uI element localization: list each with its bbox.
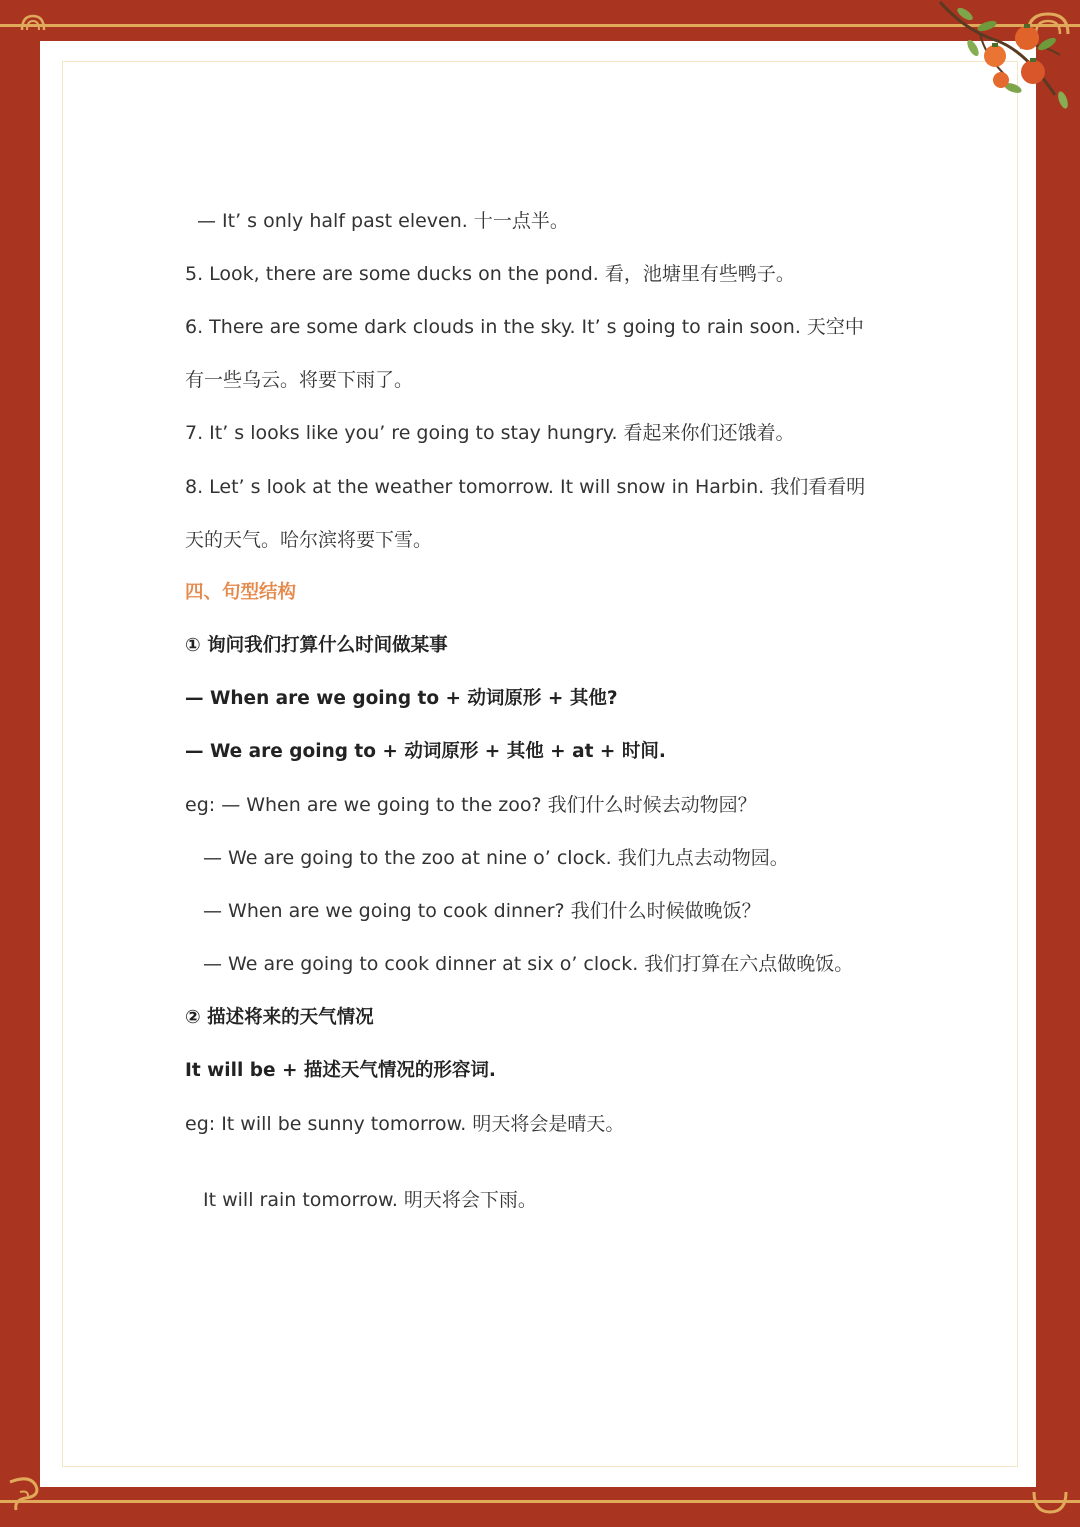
sentence-pattern: — We are going to + 动词原形 + 其他 + at + 时间. <box>185 741 666 762</box>
cloud-ornament-icon <box>1030 1488 1070 1518</box>
subsection-heading: ② 描述将来的天气情况 <box>185 1007 374 1028</box>
text-line: 天的天气。哈尔滨将要下雪。 <box>185 529 433 551</box>
subsection-heading: ① 询问我们打算什么时间做某事 <box>185 635 448 656</box>
text-line: 8. Let’ s look at the weather tomorrow. It will snow in Harbin. 我们看看明 <box>185 476 866 498</box>
sentence-pattern: It will be + 描述天气情况的形容词. <box>185 1060 496 1081</box>
example-line: It will rain tomorrow. 明天将会下雨。 <box>203 1189 537 1211</box>
document-page <box>40 41 1036 1487</box>
text-line: 7. It’ s looks like you’ re going to stay hungry. 看起来你们还饿着。 <box>185 422 795 444</box>
persimmon-branch-icon <box>935 0 1080 115</box>
bottom-gold-line <box>0 1500 1080 1503</box>
example-line: eg: — When are we going to the zoo? 我们什么时候去动物园？ <box>185 794 757 816</box>
example-line: — When are we going to cook dinner? 我们什么时候做晚饭？ <box>203 900 761 922</box>
text-line: 6. There are some dark clouds in the sky. It’ s going to rain soon. 天空中 <box>185 316 864 338</box>
text-line: 有一些乌云。将要下雨了。 <box>185 369 414 391</box>
section-heading: 四、句型结构 <box>185 582 297 603</box>
text-line: 5. Look, there are some ducks on the pond. 看，池塘里有些鸭子。 <box>185 263 795 285</box>
example-line: eg: It will be sunny tomorrow. 明天将会是晴天。 <box>185 1113 625 1135</box>
example-line: — We are going to cook dinner at six o’ clock. 我们打算在六点做晚饭。 <box>203 953 854 975</box>
cloud-ornament-icon <box>18 10 48 34</box>
text-line: — It’ s only half past eleven. 十一点半。 <box>197 210 569 232</box>
sentence-pattern: — When are we going to + 动词原形 + 其他? <box>185 688 618 709</box>
top-gold-line <box>0 24 1080 27</box>
example-line: — We are going to the zoo at nine o’ clock. 我们九点去动物园。 <box>203 847 789 869</box>
